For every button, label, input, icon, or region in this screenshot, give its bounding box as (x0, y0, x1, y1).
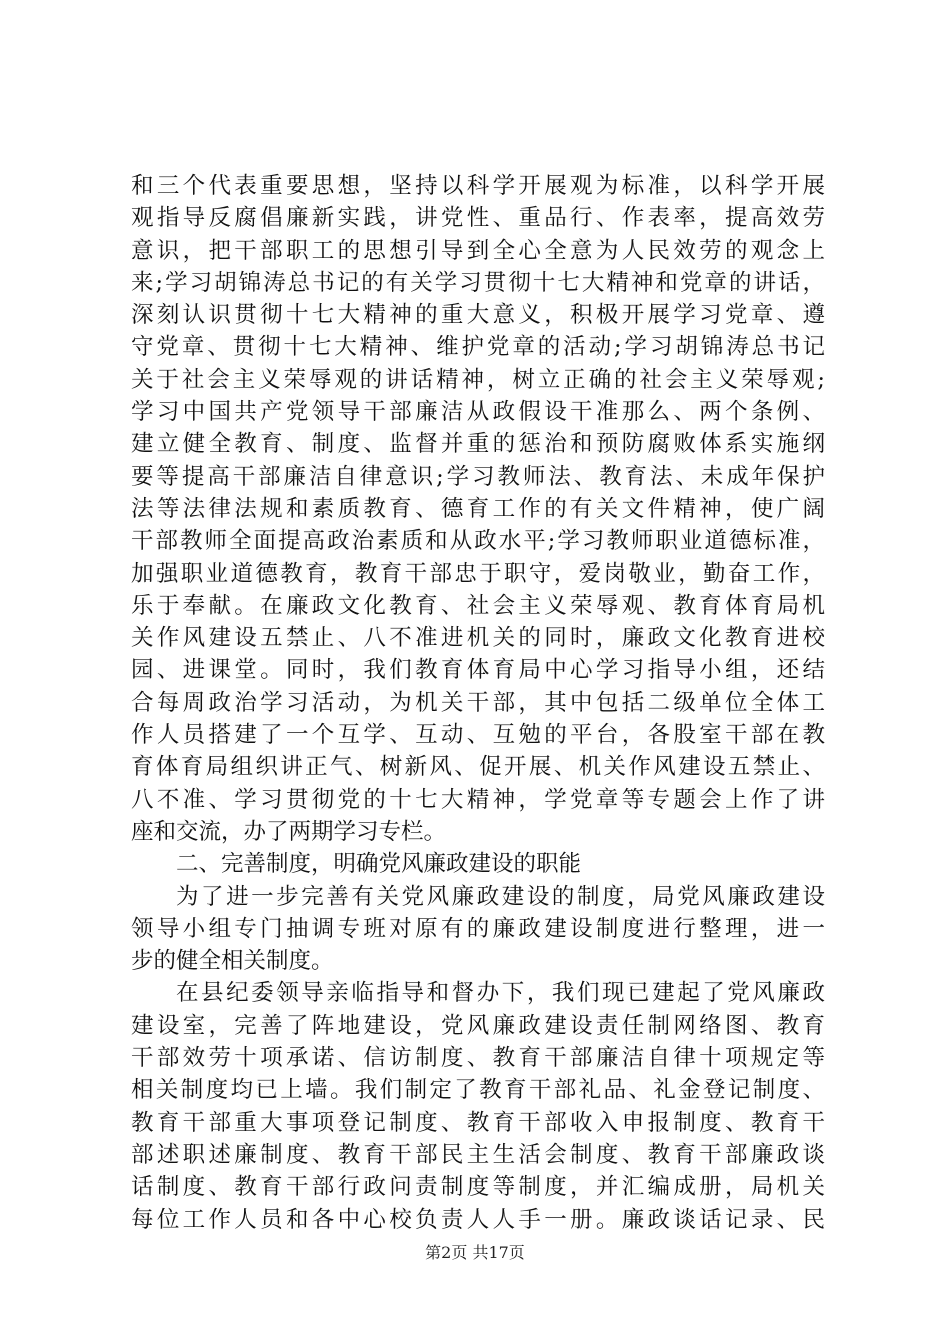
section-heading: 二、完善制度，明确党风廉政建设的职能 (176, 851, 582, 878)
page-number: 第2页 共17页 (425, 1243, 525, 1262)
text-line: 关作风建设五禁止、八不准进机关的同时，廉政文化教育进校 (131, 625, 825, 652)
text-line: 话制度、教育干部行政问责制度等制度，并汇编成册，局机关 (131, 1174, 825, 1201)
text-line: 守党章、贯彻十七大精神、维护党章的活动;学习胡锦涛总书记 (131, 334, 825, 361)
text-line: 合每周政治学习活动，为机关干部，其中包括二级单位全体工 (131, 689, 825, 716)
text-line: 为了进一步完善有关党风廉政建设的制度，局党风廉政建设 (176, 883, 825, 910)
text-line: 每位工作人员和各中心校负责人人手一册。廉政谈话记录、民 (131, 1206, 825, 1233)
text-line: 领导小组专门抽调专班对原有的廉政建设制度进行整理，进一 (131, 915, 825, 942)
text-line: 八不准、学习贯彻党的十七大精神，学党章等专题会上作了讲 (131, 786, 825, 813)
text-line: 座和交流，办了两期学习专栏。 (131, 818, 447, 845)
text-line: 来;学习胡锦涛总书记的有关学习贯彻十七大精神和党章的讲话， (131, 269, 825, 296)
text-line: 建立健全教育、制度、监督并重的惩治和预防腐败体系实施纲 (131, 431, 825, 458)
text-line: 育体育局组织讲正气、树新风、促开展、机关作风建设五禁止、 (131, 754, 825, 781)
text-line: 关于社会主义荣辱观的讲话精神，树立正确的社会主义荣辱观; (131, 366, 825, 393)
text-line: 干部教师全面提高政治素质和从政水平;学习教师职业道德标准， (131, 528, 825, 555)
text-line: 教育干部重大事项登记制度、教育干部收入申报制度、教育干 (131, 1109, 825, 1136)
text-line: 深刻认识贯彻十七大精神的重大意义，积极开展学习党章、遵 (131, 302, 825, 329)
text-line: 步的健全相关制度。 (131, 948, 334, 975)
text-line: 要等提高干部廉洁自律意识;学习教师法、教育法、未成年保护 (131, 463, 825, 490)
text-line: 乐于奉献。在廉政文化教育、社会主义荣辱观、教育体育局机 (131, 592, 825, 619)
text-line: 学习中国共产党领导干部廉洁从政假设干准那么、两个条例、 (131, 399, 825, 426)
text-line: 加强职业道德教育，教育干部忠于职守，爱岗敬业，勤奋工作， (131, 560, 825, 587)
text-line: 园、进课堂。同时，我们教育体育局中心学习指导小组，还结 (131, 657, 825, 684)
text-line: 部述职述廉制度、教育干部民主生活会制度、教育干部廉政谈 (131, 1141, 825, 1168)
text-line: 干部效劳十项承诺、信访制度、教育干部廉洁自律十项规定等 (131, 1045, 825, 1072)
text-line: 相关制度均已上墙。我们制定了教育干部礼品、礼金登记制度、 (131, 1077, 825, 1104)
text-line: 在县纪委领导亲临指导和督办下，我们现已建起了党风廉政 (176, 980, 825, 1007)
text-line: 和三个代表重要思想，坚持以科学开展观为标准，以科学开展 (131, 173, 825, 199)
text-line: 意识，把干部职工的思想引导到全心全意为人民效劳的观念上 (131, 237, 825, 264)
text-line: 建设室，完善了阵地建设，党风廉政建设责任制网络图、教育 (131, 1012, 825, 1039)
text-line: 观指导反腐倡廉新实践，讲党性、重品行、作表率，提高效劳 (131, 205, 825, 232)
text-line: 作人员搭建了一个互学、互动、互勉的平台，各股室干部在教 (131, 722, 825, 749)
text-line: 法等法律法规和素质教育、德育工作的有关文件精神，使广阔 (131, 495, 825, 522)
document-body (131, 170, 825, 1236)
